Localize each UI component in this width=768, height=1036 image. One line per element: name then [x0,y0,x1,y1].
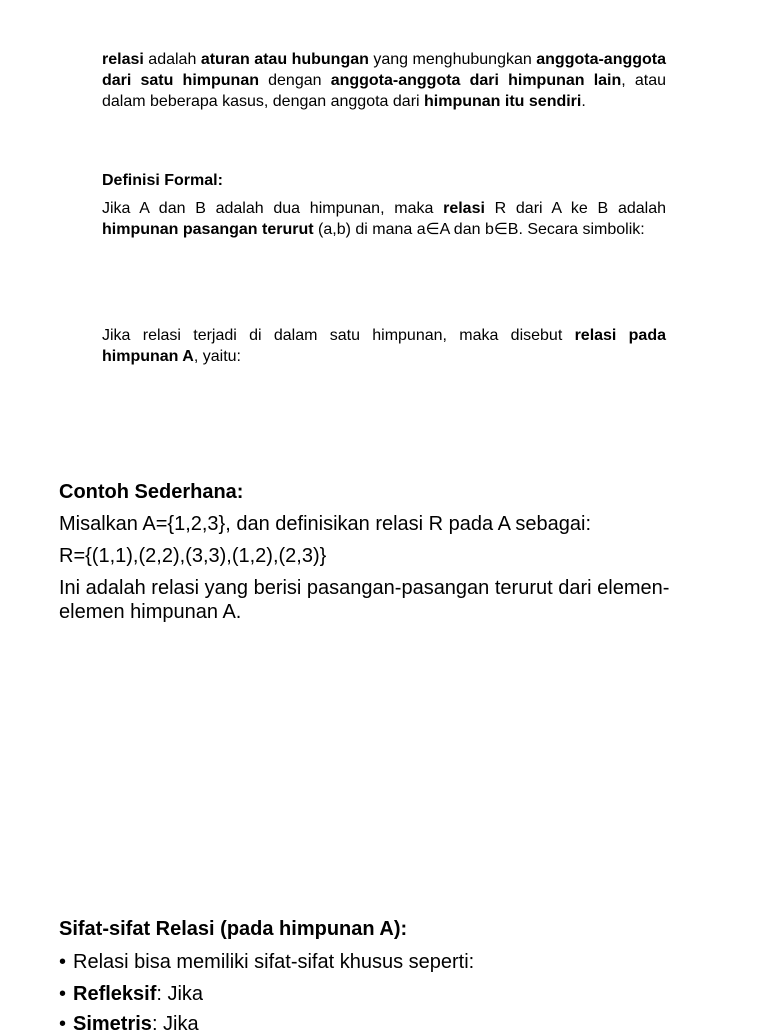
formal-text: Jika A dan B adalah dua himpunan, maka [102,200,444,217]
property-text: : Jika [151,1013,199,1035]
properties-heading: Sifat-sifat Relasi (pada himpunan A): [59,918,408,940]
intro-text: yang menghubungkan [368,51,537,68]
intro-text: , atau dalam beberapa kasus, dengan anggota dari [102,72,667,110]
onset-term: relasi pada himpunan A [102,327,667,365]
intro-term: anggota-anggota dari himpunan lain [330,72,622,89]
bullet: • [59,951,67,973]
example-line-1: Misalkan A={1,2,3}, dan definisikan relasi R pada A sebagai: [59,513,592,535]
list-item-text: Relasi bisa memiliki sifat-sifat khusus seperti: [73,951,475,973]
intro-text: dengan [258,72,331,89]
property-term: Simetris [73,1013,152,1035]
onset-paragraph [102,325,666,367]
formal-text: (a,b) di mana a∈A dan b∈B. Secara simbolik: [313,221,645,238]
intro-paragraph [102,49,666,112]
bullet: • [59,1013,67,1035]
formal-term: himpunan pasangan terurut [102,221,314,238]
property-text: : Jika [156,983,204,1005]
intro-term: himpunan itu sendiri [424,93,582,110]
intro-term: relasi [102,51,144,68]
example-heading: Contoh Sederhana: [59,481,244,503]
onset-text: Jika relasi terjadi di dalam satu himpunan, maka disebut [102,327,575,344]
property-term: Refleksif [73,983,157,1005]
formal-text: R dari A ke B adalah [484,200,666,217]
intro-text: . [581,93,586,110]
list-item [59,1012,689,1036]
formal-term: relasi [443,200,485,217]
intro-term: aturan atau hubungan [200,51,369,68]
list-item [59,950,689,974]
formal-paragraph [102,198,666,240]
bullet: • [59,983,67,1005]
example-description: Ini adalah relasi yang berisi pasangan-pasangan terurut dari elemen-elemen himpunan A. [59,577,670,623]
intro-term: anggota-anggota dari satu himpunan [102,51,667,89]
formal-heading: Definisi Formal: [102,172,223,189]
intro-text: adalah [143,51,201,68]
onset-text: , yaitu: [193,348,241,365]
list-item [59,982,689,1006]
example-relation: R={(1,1),(2,2),(3,3),(1,2),(2,3)} [59,545,327,567]
